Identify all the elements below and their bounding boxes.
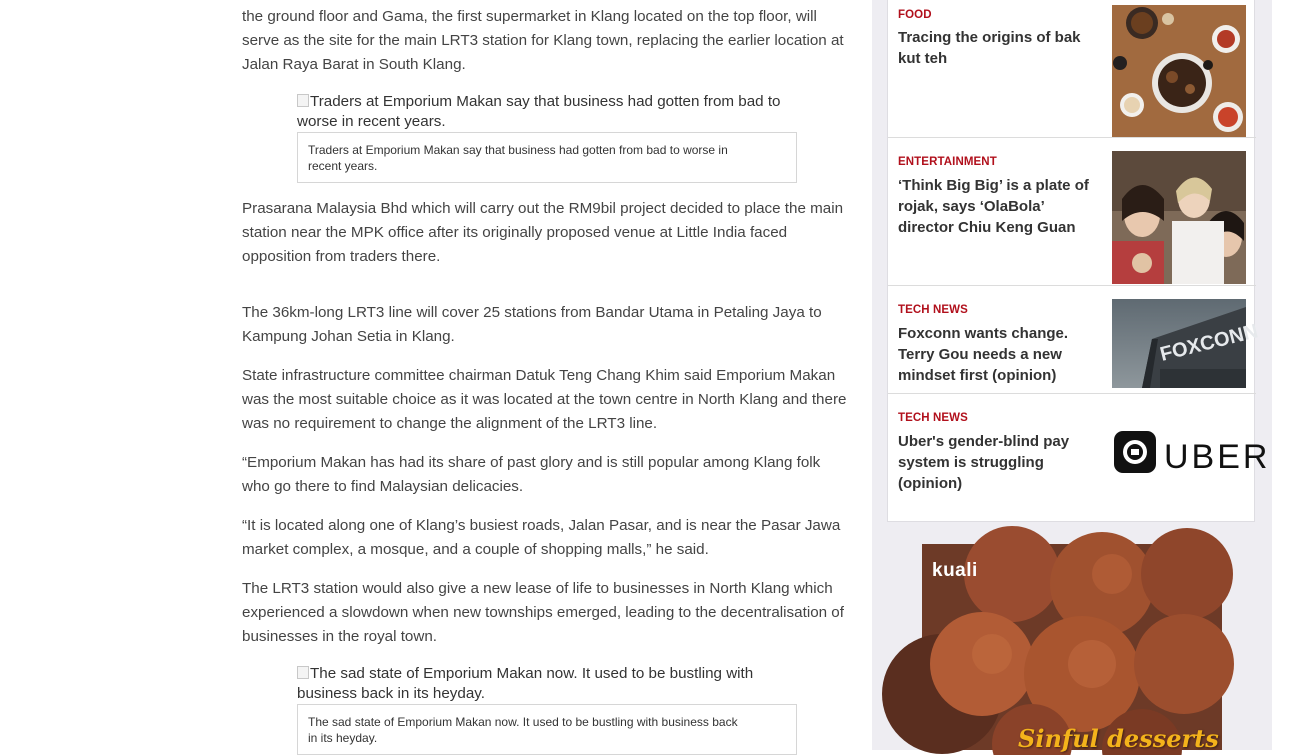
image-caption: Traders at Emporium Makan say that business had gotten from bad to worse in recent years.: [297, 132, 797, 183]
news-item-bak-kut-teh[interactable]: [888, 0, 1256, 137]
news-category[interactable]: TECH NEWS: [898, 304, 968, 316]
image-caption: The sad state of Emporium Makan now. It used to be bustling with business back in its heyday.: [297, 704, 797, 755]
ad-headline: Sinful desserts: [1018, 724, 1219, 753]
image-alt-text: The sad state of Emporium Makan now. It used to be bustling with business back in its heyday.: [297, 665, 754, 702]
movie-still-photo[interactable]: [1112, 151, 1246, 284]
article-paragraph-intro: the ground floor and Gama, the first supermarket in Klang located on the top floor, will serve as the site for the main LRT3 station for Klang town, replacing the earlier location at Jalan Raya Barat in South Klang.: [242, 8, 844, 73]
news-title[interactable]: Tracing the origins of bak kut teh: [898, 29, 1081, 67]
article-paragraph: State infrastructure committee chairman Datuk Teng Chang Khim said Emporium Makan was the most suitable choice as it was located at the town centre in North Klang and there was no requirement to change the alignment of the LRT3 line.: [242, 367, 847, 432]
news-item-think-big-big[interactable]: [888, 137, 1256, 286]
related-news-list: [887, 0, 1271, 522]
news-title[interactable]: ‘Think Big Big’ is a plate of rojak, says ‘OlaBola’ director Chiu Keng Guan: [898, 177, 1089, 236]
broken-image-icon: [297, 666, 309, 679]
article-paragraph: “Emporium Makan has had its share of past glory and is still popular among Klang folk who go there to find Malaysian delicacies.: [242, 454, 821, 495]
advertisement-banner[interactable]: [922, 544, 1222, 753]
foxconn-building-photo[interactable]: [1112, 299, 1261, 388]
article-paragraph: “It is located along one of Klang’s busiest roads, Jalan Pasar, and is near the Pasar Jawa market complex, a mosque, and a couple of shopping malls,” he said.: [242, 517, 841, 558]
news-category[interactable]: ENTERTAINMENT: [898, 156, 997, 168]
news-title[interactable]: Foxconn wants change. Terry Gou needs a new mindset first (opinion): [898, 325, 1069, 384]
uber-logo-icon[interactable]: [1112, 408, 1271, 498]
news-title[interactable]: Uber's gender-blind pay system is struggling (opinion): [898, 433, 1070, 492]
uber-wordmark: UBER: [1164, 438, 1271, 476]
news-item-foxconn[interactable]: [888, 285, 1261, 394]
sidebar: [872, 0, 1272, 753]
image-alt-text: Traders at Emporium Makan say that business had gotten from bad to worse in recent years.: [297, 93, 781, 130]
article-paragraph: The 36km-long LRT3 line will cover 25 stations from Bandar Utama in Petaling Jaya to Kampung Johan Setia in Klang.: [242, 304, 822, 345]
news-category[interactable]: TECH NEWS: [898, 412, 968, 424]
article-figure-emporium: [297, 664, 797, 755]
kuali-logo: kuali: [932, 560, 978, 581]
article-paragraph: The LRT3 station would also give a new lease of life to businesses in North Klang which experienced a slowdown when new townships emerged, leading to the decentralisation of businesses in the royal town.: [242, 580, 844, 645]
news-item-uber[interactable]: [888, 393, 1271, 524]
foxconn-sign: FOXCONN: [1157, 320, 1261, 366]
news-category[interactable]: FOOD: [898, 9, 932, 21]
article-paragraph: Prasarana Malaysia Bhd which will carry out the RM9bil project decided to place the main station near the MPK office after its originally proposed venue at Little India faced opposition from traders there.: [242, 200, 844, 265]
broken-image-icon: [297, 94, 309, 107]
article-figure-traders: [297, 92, 797, 183]
bak-kut-teh-photo[interactable]: [1112, 5, 1246, 137]
